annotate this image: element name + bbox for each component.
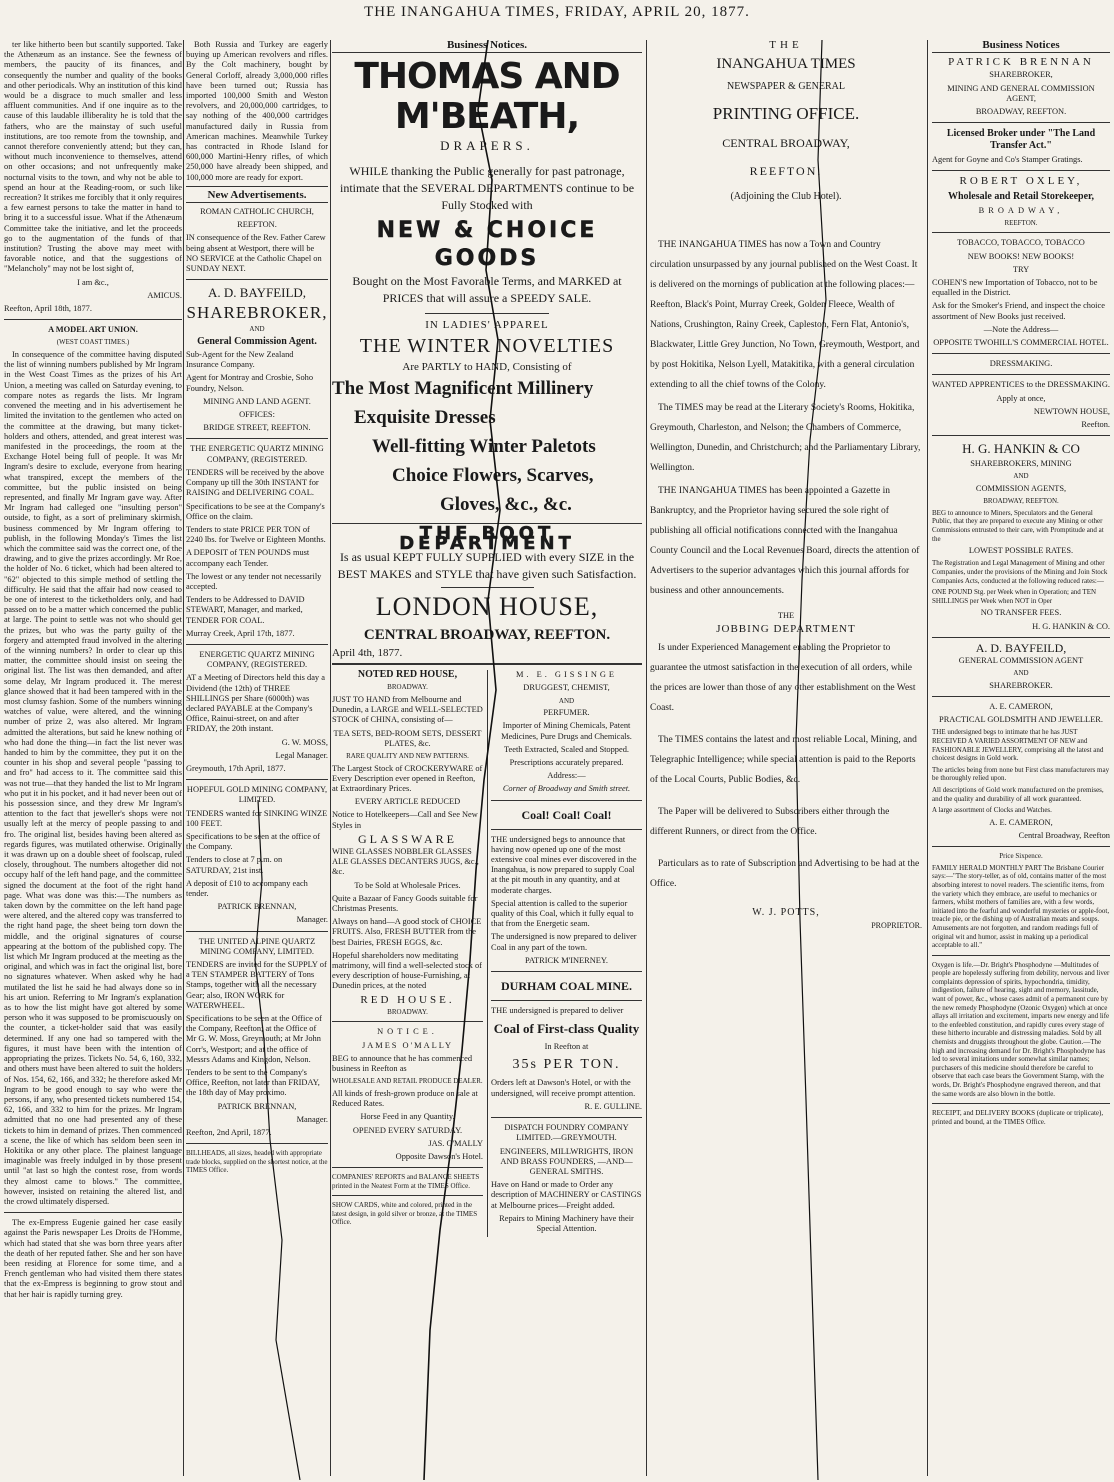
jobbing-body: Is under Experienced Management enabling the Proprietor to guarantee the utmost satisfaction in the execution of all orders, while the prices are lower than those of any other establishment on the West Coast. <box>650 642 916 713</box>
apply-line: Apply at once, <box>996 393 1046 403</box>
durham-body: THE undersigned is prepared to deliver <box>491 1006 624 1016</box>
newtown-place: Reefton. <box>1081 420 1110 430</box>
hankin-trade: SHAREBROKERS, MINING <box>970 459 1072 469</box>
alpine-title: THE UNITED ALPINE QUARTZ MINING COMPANY, LIMITED. <box>198 936 316 956</box>
jobbing-heading: JOBBING DEPARTMENT <box>716 623 856 636</box>
omally-sign: JAS. O'MALLY <box>428 1138 483 1148</box>
oxley-reefton: REEFTON. <box>1004 218 1038 227</box>
oxley-name: ROBERT OXLEY, <box>959 175 1083 188</box>
brennan-mining: MINING AND GENERAL COMMISSION AGENT, <box>947 83 1095 103</box>
dispatch-body: ENGINEERS, MILLWRIGHTS, IRON AND BRASS FOUNDERS, —AND— GENERAL SMITHS. <box>499 1146 634 1176</box>
article-body: In consequence of the committee having disputed the list of winning numbers published by Mr Ingram in the West Coast Times as the prizes of his Art Union, a meeting was called on Saturday evening, to compare notes as regards the lists. Mr Ingram convened the meeting and in his advertisement he limited the invitation to the gentlemen who acted on the committee at the drawing, but many ticket-holders and others, attended, and great interest was manifested in the proceedings, the room at the Exchange Hotel being full of people. It was Mr Ingram's desire to exclude, everyone from hearing what transpired, except the members of the committee, but the public insisted on being represented, and finally Mr Ingram gave way. After Mr Ingram had calleged one "insulting person" outside, to fight, as a sort of preliminary skirmish, business commenced by Mr Ingram offering to publish, in the following Monday's Times the list which the committee said was the correct one, of the drawing, and to give the prizes accordingly. Mr Roe, the holder of No. 6 ticket, which had been altered to "62" objected to this simple method of settling the difficulty. He said that the affair had now ceased to be one of interest to the ticketholders only, and had passed on to be a matter which concerned the public at large. The point to settle was not who should get the prizes, but who was the party guilty of the forgery and attempted fraud involved in the altering of the winning numbers? In order to clear up this matter, the committee should insist on seeing the original list. The list was then demanded, and after some delay, Mr Ingram produced it. The merest glance showed that it had been tampered with in the most clumsy fashion. Some of the numbers winning watches of value, were altered, and the winning number of prize 2, was also altered. Mr Ingram admitted the alterations, but said he knew nothing of who had done the thing—in fact the list never was handed to him by the committee, they put it on the counter in his shop and several people "passing to and fro" had access to it. The committee said this was not true—that they handed the list to Mr Ingram who put it in his pocket, and it had never been out of his possession since, and they drew Mr Ingram's attention to the fact that jeweller's shops were not usually left at the mercy of people passing to and fro. The original list, besides having been altered as regards figures, was mutilated otherwise. Originally it was drawn up on a double sheet of foolscap, ruled closely, throughout. The numbers altogether did not occupy half of the left hand page, and the committee signed the document at the foot of the right hand page. What was done was this:—The numbers as taken down by the committee on the left hand page were altered, and the altered copy was transferred to the right hand page, the sheet being torn down the middle, and the original signatures of course appearing at the bottom of the published copy. The list which Mr Ingram produced at the meeting as the original, and which was in fact the original list, bore no signatures whatever. When asked why he had mutilated the list he said he had always done so in his art union. Referring to Mr Ingram's explanation as to how the list might have got altered by some person who it was supposed to be promiscuously on the counter, a ticket-holder said that was easily determined. If any one had so tampered with the figures, it must have been with the intention of appropriating the prizes. Tickets No. 54, 6, 160, 332, and others must have been altered to suit the holders of Nos. 154, 62, 166, and 332; he therefore asked Mr Ingram to be good enough to say who were the persons, if any, who presented tickets numbered 154, 62, 166, and 332 to him for the prizes. Mr Ingram admitted that no one had presented any of these tickets to him in demand of prizes. Then commenced a scene, the like of which has seldom been seen in Hokitika or any other place. The plainest language imaginable was freely indulged in by those present until "at last so high the contest rose, from words they almost came to blows." The committee, however, insisted on retaining the altered list, and the crowd ultimately dispersed. <box>4 350 182 1206</box>
alpine-role: Manager. <box>296 1114 328 1124</box>
bayfeild2-general: GENERAL COMMISSION AGENT <box>958 656 1084 666</box>
dispatch-title: DISPATCH FOUNDRY COMPANY LIMITED.—GREYMOUTH. <box>504 1123 629 1143</box>
omally-produce: All kinds of fresh-grown produce on sale at Reduced Rates. <box>332 1088 478 1109</box>
durham-orders: Orders left at Dawson's Hotel, or with the undersigned, will receive prompt attention. <box>491 1078 636 1098</box>
redhouse-crockery: The Largest Stock of CROCKERYWARE of Every Description ever opened in Reefton, at Extraordinary Prices. <box>332 763 483 794</box>
redhouse-place: BROADWAY. <box>387 683 428 692</box>
energetic1-spec: Specifications to be see at the Company's Office on the claim. <box>186 501 325 521</box>
wholesale-prices: To be Sold at Wholesale Prices. <box>354 880 461 890</box>
hopeful-deposit: A deposit of £10 to accompany each tender. <box>186 878 308 898</box>
article-source: (WEST COAST TIMES.) <box>56 338 130 347</box>
redhouse-body: JUST TO HAND from Melbourne and Dunedin, a LARGE and WELL-SELECTED STOCK of CHINA, consisting of— <box>332 695 483 725</box>
cameron-place: Central Broadway, Reefton <box>1018 830 1110 840</box>
bayfeild2-share: SHAREBROKER. <box>989 680 1053 690</box>
redhouse-rare: RARE QUALITY AND NEW PATTERNS. <box>346 752 469 761</box>
gissinge-perfumer: PERFUMER. <box>543 708 590 718</box>
hankin-and: AND <box>1013 472 1029 481</box>
hankin-transfer: NO TRANSFER FEES. <box>980 608 1062 618</box>
cohen-body: COHEN'S new Importation of Tobacco, not to be equalled in the District. <box>932 278 1098 298</box>
cameron-articles: The articles being from none but First class manufacturers may be thoroughly relied upon. <box>932 765 1110 783</box>
times-read: The TIMES may be read at the Literary Society's Rooms, Hokitika, Greymouth, Charleston, and Nelson; the Chambers of Commerce, Wellington, Dunedin, and Christchurch; and the Parliamentary Library, Wellington. <box>650 403 921 474</box>
hopeful-spec: Specifications to be seen at the office of the Company. <box>186 831 321 852</box>
red-house: RED HOUSE. <box>360 993 455 1006</box>
times-particulars: Particulars as to rate of Subscription and Advertising to be had at the Office. <box>650 858 920 889</box>
glassware: GLASSWARE <box>357 831 457 846</box>
section-header: Business Notices <box>932 40 1110 53</box>
receipt-notice: RECEIPT, and DELIVERY BOOKS (duplicate or triplicate), printed and bound, at the TIMES Office. <box>932 1109 1104 1126</box>
energetic1-date: Murray Creek, April 17th, 1877. <box>186 628 295 638</box>
letter-sign: I am &c., <box>77 277 109 287</box>
drapers-bought: Bought on the Most Favorable Terms, and MARKED at PRICES that will assure a SPEEDY SALE. <box>352 274 622 306</box>
redhouse-title: NOTED RED HOUSE, <box>357 669 458 681</box>
russia-article: Both Russia and Turkey are eagerly buying up American revolvers and rifles. By the Colt machinery, bought by General Corloff, already 3,000,000 rifles have been turned out; Russia has imported 100,000 Smith and Weston revolvers, and 20,000,000 cartridges, to say nothing of the 400,000 cartridges manufactured daily in Russia from American machines. Meanwhile Turkey has contracted in Rhode Island for 600,000 Martini-Henry rifles, of which 250,000 have already been shipped, and 100,000 more are ready for export. <box>186 40 328 182</box>
cameron-all: All descriptions of Gold work manufactured on the premises, and the quality and durability of all work guaranteed. <box>932 785 1104 803</box>
wine-glasses: WINE GLASSES NOBBLER GLASSES ALE GLASSES DECANTERS JUGS, &c., &c. <box>332 847 479 877</box>
companies-notice: COMPANIES' REPORTS and BALANCE SHEETS printed in the Neatest Form at the TIMES Office. <box>332 1173 480 1190</box>
energetic2-title: ENERGETIC QUARTZ MINING COMPANY, (REGISTERED. <box>199 649 315 670</box>
alpine-tenders: Tenders to be sent to the Company's Office, Reefton, not later than FRIDAY, the 18th day of May proximo. <box>186 1068 320 1098</box>
family-herald: FAMILY HERALD MONTHLY PART The Brisbane Courier says:—"The story-teller, as of old, contains matter of the most absorbing interest to novel readers. The scientific items, from the variety which they embrace, are useful to mechanics or farmers, whilst mothers of families are, with a few words, initiated into the fearful and wonderful mysteries or apple-foot, treacle pie, or the dishing up of Australian meats and soups. Amusements are not forgotten, and random readings full of original wit and humor, assist in making up a periodical acceptable to all." <box>932 863 1110 950</box>
column-rule <box>183 40 184 1476</box>
bayfeild-agent: General Commission Agent. <box>197 335 317 347</box>
hopeful-title: HOPEFUL GOLD MINING COMPANY, LIMITED. <box>186 785 328 805</box>
times-title: INANGAHUA TIMES <box>716 56 856 73</box>
hopeful-sign: PATRICK BRENNAN, <box>217 902 297 912</box>
energetic1-title: THE ENERGETIC QUARTZ MINING COMPANY, (REGISTERED. <box>190 444 324 464</box>
family-price: Price Sixpence. <box>999 852 1043 861</box>
bayfeild-trade: SHAREBROKER, <box>186 303 328 323</box>
hankin-name: H. G. HANKIN & CO <box>962 441 1080 457</box>
red-house-ad <box>332 670 483 1237</box>
gissinge-title: M. E. GISSINGE <box>515 670 618 680</box>
church-title: ROMAN CATHOLIC CHURCH, <box>200 207 314 217</box>
dressmaking-heading: DRESSMAKING. <box>989 359 1053 369</box>
drapers-intro: WHILE thanking the Public generally for past patronage, intimate that the SEVERAL DEPARTMENTS continue to be Fully Stocked with <box>339 164 635 213</box>
section-header: New Advertisements. <box>186 186 328 203</box>
brennan-agent: Agent for Goyne and Co's Stamper Gratings. <box>932 155 1083 165</box>
gissinge-and: AND <box>558 696 575 705</box>
dresses-line: Exquisite Dresses <box>354 406 496 428</box>
omally-horse: Horse Feed in any Quantity. <box>360 1112 455 1122</box>
energetic1-deposit: A DEPOSIT of TEN POUNDS must accompany each Tender. <box>186 548 310 568</box>
cameron-large: A large assortment of Clocks and Watches. <box>932 806 1052 815</box>
wanted-body: WANTED APPRENTICES to the DRESSMAKING. <box>932 380 1110 390</box>
church-body: IN consequence of the Rev. Father Carew being absent at Westport, there will be NO SERVICE at the Catholic Chapel on SUNDAY NEXT. <box>186 233 326 274</box>
coal-special: Special attention is called to the superior quality of this Coal, which it fully equal to that from the Energetic seam. <box>491 898 634 929</box>
hopeful-shareholders: Hopeful shareholders now meditating matrimony, will find a well-selected stock of every description of house-Furnishing, at Dunedin prices, at the noted <box>332 950 482 991</box>
brennan-licensed: Licensed Broker under "The Land Transfer Act." <box>946 128 1096 152</box>
article-title: A MODEL ART UNION. <box>48 325 138 335</box>
millinery-line: The Most Magnificent Millinery <box>332 377 594 399</box>
firm-trade: DRAPERS. <box>440 138 534 154</box>
times-adjoining: (Adjoining the Club Hotel). <box>730 191 842 203</box>
bayfeild-montray: Agent for Montray and Crosbie, Soho Foundry, Nelson. <box>186 373 314 393</box>
bayfeild-name: A. D. BAYFEILD, <box>207 285 307 301</box>
gissinge-corner: Corner of Broadway and Smith street. <box>502 784 631 794</box>
omally-opposite: Opposite Dawson's Hotel. <box>395 1151 483 1161</box>
bayfeild-mining: MINING AND LAND AGENT. <box>203 396 311 406</box>
flowers-line: Choice Flowers, Scarves, <box>392 464 594 486</box>
durham-in: In Reefton at <box>544 1042 589 1052</box>
hankin-pound: ONE POUND Stg. per Week when in Operation; and TEN SHILLINGS per Week when NOT in Oper <box>932 588 1097 605</box>
column-5 <box>932 40 1110 1476</box>
new-goods-heading: NEW & CHOICE GOODS <box>376 218 598 272</box>
oxley-place: BROADWAY, <box>978 205 1064 215</box>
bayfeild2-name: A. D. BAYFEILD, <box>975 640 1067 655</box>
energetic2-body: AT a Meeting of Directors held this day a Dividend (the 12th) of THREE SHILLINGS per Share (6000th) was declared PAYABLE at the Company's Office, Rainui-street, on and after FRIDAY, the 20th instant. <box>186 673 325 734</box>
showcards-notice: SHOW CARDS, white and colored, printed in the latest design, in gold silver or bronze, at the TIMES Office. <box>332 1201 478 1227</box>
omally-name: JAMES O'MALLY <box>361 1040 454 1050</box>
times-sign: W. J. POTTS, <box>752 906 820 918</box>
section-header: Business Notices. <box>332 40 642 53</box>
times-reefton: REEFTON. <box>749 164 823 179</box>
alpine-body: TENDERS are invited for the SUPPLY of a TEN STAMPER BATTERY of Tons Stamps, together with all the necessary Gear; also, IRON WORK for WATERWHEEL. <box>186 960 327 1010</box>
energetic2-role: Legal Manager. <box>275 750 328 760</box>
paletots-line: Well-fitting Winter Paletots <box>372 435 596 457</box>
cameron-body: THE undersigned begs to intimate that he has JUST RECEIVED A VARIED ASSORTMENT OF NEW and FASHIONABLE JEWELLERY, comprising all the latest and choicest designs in Gold work. <box>932 728 1104 763</box>
times-gazette: THE INANGAHUA TIMES has been appointed a Gazette in Bankruptcy, and the Proprietor having secured the sole right of publishing all official notifications connected with the Inangahua County Council and the Local Revenues Board, directs the attention of Advertisers to the superior advantages which this journal affords for business and other announcements. <box>650 486 920 597</box>
cameron-name: A. E. CAMERON, <box>989 702 1053 712</box>
times-newspaper: NEWSPAPER & GENERAL <box>727 81 845 93</box>
times-printing: PRINTING OFFICE. <box>712 104 860 124</box>
column-rule <box>330 40 331 1476</box>
energetic1-tender: Tenders to state PRICE PER TON of 2240 lbs. for Twelve or Eighteen Months. <box>186 524 326 545</box>
energetic2-sign: G. W. MOSS, <box>281 737 328 747</box>
church-place: REEFTON. <box>237 220 277 230</box>
masthead: THE INANGAHUA TIMES, FRIDAY, APRIL 20, 1877. <box>364 4 750 20</box>
oxley-trade: Wholesale and Retail Storekeeper, <box>947 190 1095 202</box>
coal-heading: Coal! Coal! Coal! <box>521 807 612 822</box>
gissinge-address-label: Address:— <box>547 771 586 781</box>
alpine-date: Reefton, 2nd April, 1877. <box>186 1128 272 1138</box>
brennan-trade: SHAREBROKER, <box>989 70 1053 80</box>
bayfeild-address: BRIDGE STREET, REEFTON. <box>203 423 311 433</box>
coal-body: THE undersigned begs to announce that having now opened up one of the most extensive coal mines ever discovered in the Inangahua, is now prepared to supply Coal at the pit mouth in any quantity, and at moderate charges. <box>491 834 637 895</box>
column-4 <box>650 40 922 1476</box>
notice-title: NOTICE. <box>377 1027 438 1037</box>
boot-heading: THE BOOT DEPARTMENT <box>399 522 575 554</box>
gissinge-trade: DRUGGEST, CHEMIST, <box>523 683 610 693</box>
times-contains: The TIMES contains the latest and most reliable Local, Mining, and Telegraphic Intelligence; while special attention is paid to the Reports of the Local Courts, Public Bodies, &c. <box>650 734 917 785</box>
energetic1-address: Tenders to be Addressed to DAVID STEWART, Manager, and marked, TENDER FOR COAL. <box>186 595 305 625</box>
hopeful-body: TENDERS wanted for SINKING WINZE 100 FEET. <box>186 808 328 828</box>
newtown-house: NEWTOWN HOUSE, <box>1033 406 1110 416</box>
bayfeild-and: AND <box>249 325 265 334</box>
energetic2-date: Greymouth, 17th April, 1877. <box>186 763 286 773</box>
hopeful-role: Manager. <box>296 915 328 925</box>
hankin-lowest: LOWEST POSSIBLE RATES. <box>968 546 1074 556</box>
billheads-notice: BILLHEADS, all sizes, headed with appropriate trade blocks, supplied on the shortest notice, at the TIMES Office. <box>186 1149 328 1175</box>
tobacco-line: TOBACCO, TOBACCO, TOBACCO <box>957 238 1085 248</box>
london-address: CENTRAL BROADWAY, REEFTON. <box>363 627 611 644</box>
gissinge-body: Importer of Mining Chemicals, Patent Medicines, Pure Drugs and Chemicals. <box>501 721 632 741</box>
letter-dateline: Reefton, April 18th, 1877. <box>4 304 92 314</box>
energetic1-lowest: The lowest or any tender not necessarily accepted. <box>186 571 322 591</box>
hankin-place: BROADWAY, REEFTON. <box>983 497 1059 506</box>
note-address: —Note the Address— <box>983 324 1059 334</box>
dispatch-hand: Have on Hand or made to Order any description of MACHINERY or CASTINGS at Melbourne prices—Freight added. <box>491 1180 642 1210</box>
durham-heading: DURHAM COAL MINE. <box>501 979 632 994</box>
hankin-agents: COMMISSION AGENTS, <box>975 484 1067 494</box>
try-line: TRY <box>1012 264 1030 274</box>
bayfeild2-and: AND <box>1013 669 1029 678</box>
eugenie-article: The ex-Empress Eugenie gained her case easily against the Paris newspaper Les Droits de l'Homme, which had stated that she was born three years after the death of her reputed father. She and her son have been residing at Florence for some time, and a French gentleman who had visited them there states that the ex-Empress is beginning to grow stout and that her hair is rapidly turning grey. <box>4 1218 182 1299</box>
jobbing-the: THE <box>777 611 795 621</box>
energetic1-body: TENDERS will be received by the above Company up till the 30th INSTANT for RAISING and DELIVERING COAL. <box>186 467 325 498</box>
opposite-line: OPPOSITE TWOHILL'S COMMERCIAL HOTEL. <box>933 338 1109 348</box>
smoker-body: Ask for the Smoker's Friend, and inspect the choice assortment of New Books just received. <box>932 301 1105 321</box>
letter-signname: AMICUS. <box>147 290 182 300</box>
times-the: THE <box>769 40 803 51</box>
durham-sign: R. E. GULLINE. <box>584 1101 642 1111</box>
coal-sign: PATRICK M'INERNEY. <box>525 955 608 965</box>
winter-heading: THE WINTER NOVELTIES <box>359 335 615 358</box>
column-3 <box>332 40 642 1476</box>
hankin-sign: H. G. HANKIN & CO. <box>1032 621 1110 631</box>
omally-trade: WHOLESALE AND RETAIL PRODUCE DEALER. <box>332 1077 483 1086</box>
boot-body: Is as usual KEPT FULLY SUPPLIED with every SIZE in the BEST MAKES and STYLE that have given such Satisfaction. <box>337 550 637 582</box>
column-rule <box>646 40 647 1476</box>
gissinge-teeth: Teeth Extracted, Scaled and Stopped. <box>504 744 629 754</box>
firm-name: THOMAS AND M'BEATH, <box>354 56 620 138</box>
gissinge-prescriptions: Prescriptions accurately prepared. <box>509 758 624 768</box>
london-house: LONDON HOUSE, <box>375 592 599 622</box>
cameron-trade: PRACTICAL GOLDSMITH AND JEWELLER. <box>939 715 1103 725</box>
times-delivered: The Paper will be delivered to Subscribers either through the different Runners, or direct from the Office. <box>650 806 890 837</box>
bayfeild-offices: OFFICES: <box>239 410 275 420</box>
always-on-hand: Always on hand—A good stock of CHOICE FRUITS. Also, FRESH BUTTER from the best Dairies, FRESH EGGS, &c. <box>332 917 482 947</box>
hankin-body: BEG to announce to Miners, Speculators and the General Public, that they are prepared to execute any Mining or other Commissions entrusted to their care, with Promptitude and at the <box>932 508 1104 543</box>
books-line: NEW BOOKS! NEW BOOKS! <box>967 251 1075 261</box>
coal-deliver: The undersigned is now prepared to deliver Coal in any part of the town. <box>491 932 637 952</box>
times-circulation: THE INANGAHUA TIMES has now a Town and Country circulation unsurpassed by any journal published on the West Coast. It is delivered on the mornings of publication at the following places:—Reefton, Black's Point, Murray Creek, Golden Fleece, Wealth of Nations, Crushington, Rainy Creek, Capleston, Fern Flat, Antonio's, Blackwater, Little Grey Junction, No Town, Greymouth, Westport, and by post Hokitika, Nelson Lyell, Matakitika, with a general circulation extending to all the chief towns of the Colony. <box>650 240 920 391</box>
red-house-place: BROADWAY. <box>387 1007 428 1016</box>
durham-coal: Coal of First-class Quality <box>493 1021 640 1037</box>
redhouse-items: TEA SETS, BED-ROOM SETS, DESSERT PLATES, &c. <box>333 728 482 748</box>
brennan-name: PATRICK BRENNAN <box>948 56 1094 69</box>
alpine-spec: Specifications to be seen at the Office of the Company, Reefton; at the Office of Mr G. W. Moss, Greymouth; at Mr John Corr's, Westport; and at the office of Messrs Adams and Kingdon, Nelson. <box>186 1014 322 1064</box>
hopeful-close: Tenders to close at 7 p.m. on SATURDAY, 21st inst. <box>186 855 283 875</box>
gissinge-ad <box>487 670 642 1237</box>
omally-open: OPENED EVERY SATURDAY. <box>352 1125 463 1135</box>
dispatch-repairs: Repairs to Mining Machinery have their Special Attention. <box>499 1213 634 1233</box>
letter-body: ter like hitherto been but scantily supported. Take the Athenæum as an instance. See the fewness of members, the paucity of its finances, and consequently the number and quality of the books and other periodicals. Why an institution of this kind would be a disgrace to much smaller and less affluent communities. And if one inquire as to the cause of this laudable illiberality he is told that the fathers, who are the mainstay of such useful institutions, are too remote from the township, and cannot therefore conveniently attend; but they can, without much inconvenience to themselves, attend on other occasions; and not unfrequently make nocturnal visits to the town, and why not be able to spend an hour at the Reading-room, or such like recreation? It strikes me forcibly that it only requires a few earnest persons to take the matter in hand to bring it to a successful issue. What if the Athenæum Committee take the initiative, and let the proceeds go to the augmentation of the funds of that institution? Trusting the above may meet with favorable notice, and that the suggestions of "Melancholy" may not be lost sight of, <box>4 40 182 274</box>
every-article: EVERY ARTICLE REDUCED <box>354 797 461 807</box>
bazaar: Quite a Bazaar of Fancy Goods suitable for Christmas Presents. <box>332 893 478 914</box>
drapers-date: April 4th, 1877. <box>332 647 403 660</box>
omally-body: BEG to announce that he has commenced business in Reefton as <box>332 1053 473 1074</box>
brennan-place: BROADWAY, REEFTON. <box>975 107 1067 117</box>
redhouse-hotel: Notice to Hotelkeepers—Call and See New Styles in <box>332 810 478 830</box>
column-2 <box>186 40 328 1476</box>
alpine-sign: PATRICK BRENNAN, <box>217 1101 297 1111</box>
column-rule <box>927 40 928 1476</box>
cameron-sign: A. E. CAMERON, <box>989 817 1053 827</box>
hankin-registration: The Registration and Legal Management of Mining and other Companies, under the provisions of the Mining and Join Stock Companies Acts, conducted at the following reduced rates:— <box>932 559 1108 585</box>
ladies-heading: IN LADIES' APPAREL <box>425 319 549 332</box>
partly-line: Are PARTLY to HAND, Consisting of <box>402 361 572 374</box>
times-role: PROPRIETOR. <box>871 920 922 930</box>
bayfeild-sub: Sub-Agent for the New Zealand Insurance Company. <box>186 350 294 370</box>
oxygen-ad: Oxygen is life.—Dr. Bright's Phosphodyne —Multitudes of people are hopelessly suffering from debility, nervous and liver complaints depression of spirits, hypochondria, timidity, indigestion, failure of hearing, sight and memory, lassitude, want of power, &c., whose cases admit of a permanent cure by the new remedy Phosphodyne (Ozonic Oxygen) which at once allays all irritation and excitement, imparts new energy and life to the enfeebled constitution, and rapidly cures every stage of these hitherto incurable and distressing maladies. Sold by all chemists and druggists throughout the globe. Caution.—The high and increasing demand for Dr. Bright's Phosphodyne has led to several imitations under somewhat similar names; purchasers of this medicine should therefore be careful to observe that each case bears the Government Stamp, with the words, Dr. Bright's Phosphodyne engraved thereon, and that the same words are also blown in the bottle. <box>932 960 1110 1098</box>
gloves-line: Gloves, &c., &c. <box>440 493 572 515</box>
column-1 <box>4 40 182 1476</box>
durham-price: 35s PER TON. <box>512 1057 621 1073</box>
times-central: CENTRAL BROADWAY, <box>722 136 850 151</box>
